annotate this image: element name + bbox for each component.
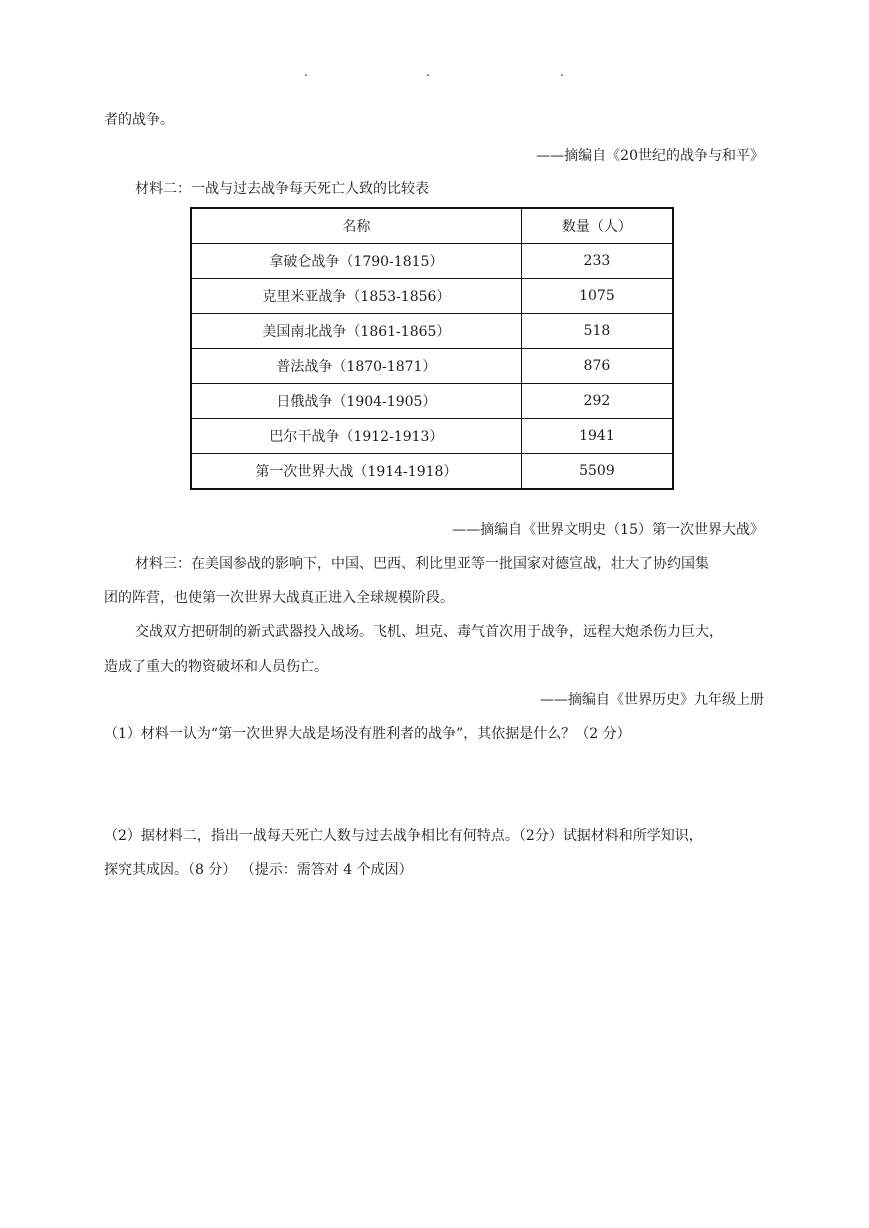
material3-paragraph2-line2: 造成了重大的物资破坏和人员伤亡。	[104, 659, 328, 675]
death-count-cell: 1075	[521, 279, 673, 314]
table-row	[191, 454, 673, 490]
table-row	[191, 244, 673, 279]
column-header-name: 名称	[191, 208, 521, 244]
death-count-cell: 876	[521, 349, 673, 384]
material3-paragraph1-line1: 材料三：在美国参战的影响下，中国、巴西、利比里亚等一批国家对德宣战，壮大了协约国集	[135, 556, 709, 572]
table-header-row	[191, 208, 673, 244]
material3-paragraph1-line2: 团的阵营，也使第一次世界大战真正进入全球规模阶段。	[104, 590, 454, 606]
material2-title: 材料二：一战与过去战争每天死亡人致的比较表	[135, 181, 429, 197]
death-count-cell: 233	[521, 244, 673, 279]
source-citation-3: ——摘编自《世界历史》九年级上册	[540, 692, 764, 708]
material1-tail: 者的战争。	[104, 112, 174, 128]
death-count-cell: 518	[521, 314, 673, 349]
table-row	[191, 349, 673, 384]
death-count-cell: 1941	[521, 419, 673, 454]
source-citation-1: ——摘编自《20世纪的战争与和平》	[536, 148, 764, 164]
war-name-cell: 第一次世界大战（1914-1918）	[191, 454, 521, 490]
war-name-cell: 巴尔干战争（1912-1913）	[191, 419, 521, 454]
header-dot: .	[426, 65, 430, 79]
table-row	[191, 279, 673, 314]
war-name-cell: 美国南北战争（1861-1865）	[191, 314, 521, 349]
question-1: （1）材料一认为“第一次世界大战是场没有胜利者的战争”，其依据是什么？（2 分）	[104, 726, 631, 742]
column-header-count: 数量（人）	[521, 208, 673, 244]
question-2-line2: 探究其成因。（8 分） （提示：需答对 4 个成因）	[104, 862, 413, 878]
header-dot: .	[304, 65, 308, 79]
header-dot: .	[560, 65, 564, 79]
war-name-cell: 拿破仑战争（1790-1815）	[191, 244, 521, 279]
table-row	[191, 314, 673, 349]
war-name-cell: 日俄战争（1904-1905）	[191, 384, 521, 419]
question-2-line1: （2）据材料二，指出一战每天死亡人数与过去战争相比有何特点。（2分）试据材料和所学知识，	[104, 828, 703, 844]
war-name-cell: 普法战争（1870-1871）	[191, 349, 521, 384]
table-row	[191, 419, 673, 454]
source-citation-2: ——摘编自《世界文明史（15）第一次世界大战》	[452, 522, 764, 538]
death-count-cell: 5509	[521, 454, 673, 490]
table-row	[191, 384, 673, 419]
death-count-cell: 292	[521, 384, 673, 419]
war-deaths-table	[190, 207, 674, 490]
material3-paragraph2-line1: 交战双方把研制的新式武器投入战场。飞机、坦克、毒气首次用于战争，远程大炮杀伤力巨大，	[135, 624, 723, 640]
war-name-cell: 克里米亚战争（1853-1856）	[191, 279, 521, 314]
